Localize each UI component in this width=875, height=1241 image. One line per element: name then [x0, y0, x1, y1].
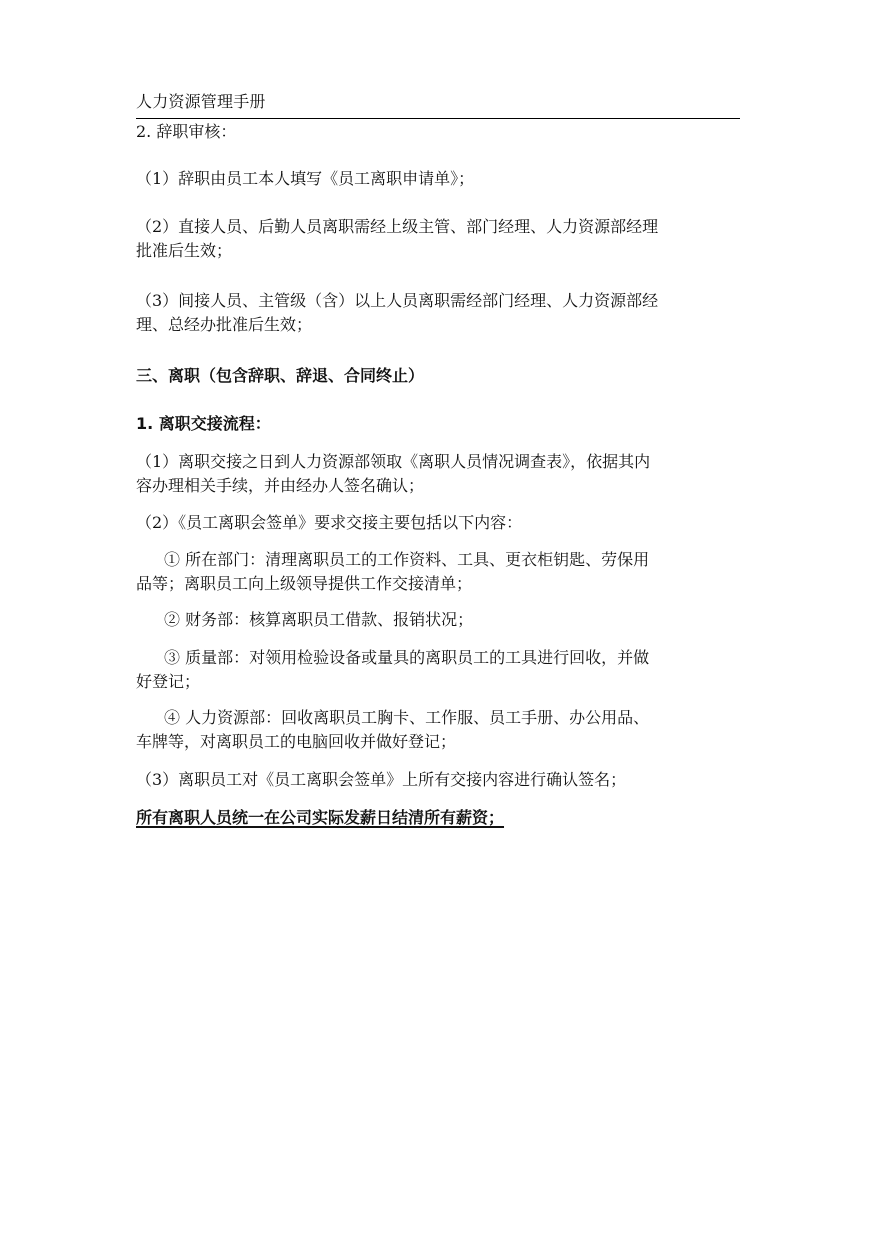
header-title: 人力资源管理手册 [136, 92, 266, 111]
handover-process-title: 1. 离职交接流程： [136, 414, 271, 433]
handover-sub-item-4-line-1: ④ 人力资源部：回收离职员工胸卡、工作服、员工手册、办公用品、 [164, 708, 650, 727]
resign-item-3-line-1: （3）间接人员、主管级（含）以上人员离职需经部门经理、人力资源部经 [136, 291, 659, 310]
resign-item-3 [136, 289, 740, 337]
handover-sub-item-3-line-2: 好登记； [136, 672, 201, 691]
handover-item-2: （2）《员工离职会签单》要求交接主要包括以下内容： [136, 513, 523, 532]
resign-item-2-line-2: 批准后生效； [136, 241, 233, 260]
handover-sub-item-1 [136, 548, 740, 596]
handover-sub-item-2: ② 财务部：核算离职员工借款、报销状况； [164, 610, 474, 629]
salary-note [136, 806, 740, 830]
section-3-title: 三、离职（包含辞职、辞退、合同终止） [136, 366, 425, 385]
handover-sub-item-3 [136, 646, 740, 694]
page-header [136, 92, 740, 119]
resign-review-heading: 2. 辞职审核： [136, 122, 237, 141]
handover-sub-item-1-line-2: 品等；离职员工向上级领导提供工作交接清单； [136, 574, 473, 593]
handover-sub-item-1-line-1: ① 所在部门：清理离职员工的工作资料、工具、更衣柜钥匙、劳保用 [164, 550, 650, 569]
handover-sub-item-4 [136, 706, 740, 754]
resign-item-1: （1）辞职由员工本人填写《员工离职申请单》； [136, 169, 475, 188]
handover-sub-item-3-line-1: ③ 质量部：对领用检验设备或量具的离职员工的工具进行回收，并做 [164, 648, 650, 667]
resign-item-2-line-1: （2）直接人员、后勤人员离职需经上级主管、部门经理、人力资源部经理 [136, 217, 659, 236]
handover-item-1-line-1: （1）离职交接之日到人力资源部领取《离职人员情况调查表》，依据其内 [136, 452, 651, 471]
handover-item-1 [136, 450, 740, 498]
resign-item-2 [136, 215, 740, 263]
resign-item-3-line-2: 理、总经办批准后生效； [136, 315, 313, 334]
handover-item-3: （3）离职员工对《员工离职会签单》上所有交接内容进行确认签名； [136, 770, 627, 789]
salary-note-text: 所有离职人员统一在公司实际发薪日结清所有薪资； [136, 808, 505, 827]
handover-item-1-line-2: 容办理相关手续，并由经办人签名确认； [136, 476, 425, 495]
handover-sub-item-4-line-2: 车牌等，对离职员工的电脑回收并做好登记； [136, 732, 457, 751]
